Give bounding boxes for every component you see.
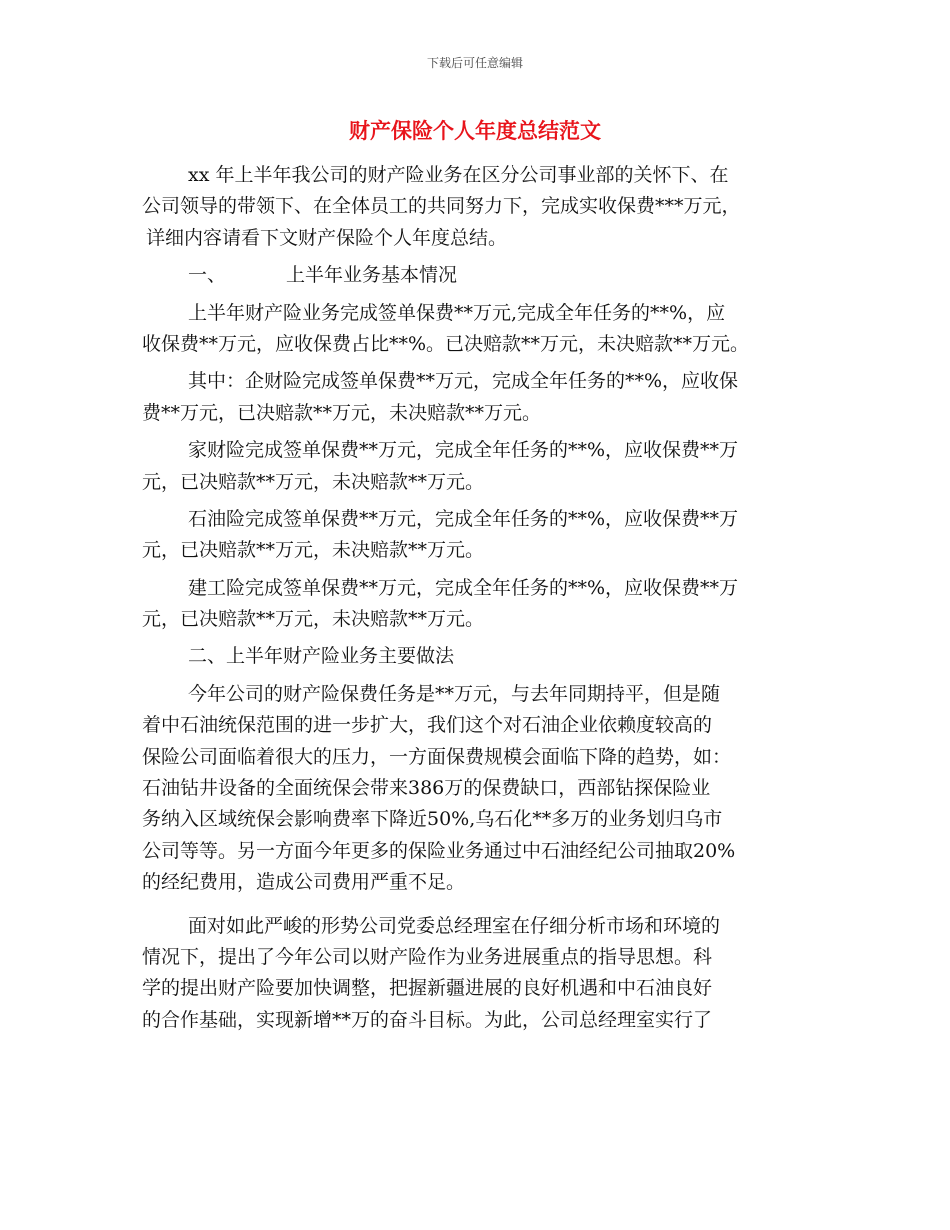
- paragraph-construction-insurance: [142, 573, 810, 636]
- text-line: 公司等等。另一方面今年更多的保险业务通过中石油经纪公司抽取20%: [142, 839, 736, 862]
- text-line: 保险公司面临着很大的压力，一方面保费规模会面临下降的趋势，如：: [142, 745, 732, 768]
- text-line: 石油险完成签单保费**万元，完成全年任务的**%，应收保费**万: [188, 507, 739, 530]
- text-line: 的合作基础，实现新增**万的奋斗目标。为此，公司总经理室实行了: [142, 1008, 713, 1031]
- document-title: 财产保险个人年度总结范文: [349, 119, 601, 143]
- text-line: 其中：企财险完成签单保费**万元，完成全年任务的**%，应收保: [188, 370, 739, 393]
- text-line: 公司领导的带领下、在全体员工的共同努力下，完成实收保费***万元，: [142, 195, 741, 218]
- text-line: 费**万元，已决赔款**万元，未决赔款**万元。: [142, 401, 542, 424]
- section-number: 一、: [188, 264, 227, 287]
- text-line: 今年公司的财产险保费任务是**万元，与去年同期持平，但是随: [188, 682, 721, 705]
- text-line: 的经纪费用，造成公司费用严重不足。: [142, 871, 466, 894]
- text-line: 石油钻井设备的全面统保会带来386万的保费缺口，西部钻探保险业: [142, 777, 711, 800]
- section-heading-2: 二、上半年财产险业务主要做法: [188, 645, 455, 668]
- text-line: 元，已决赔款**万元，未决赔款**万元。: [142, 608, 485, 631]
- text-line: 元，已决赔款**万元，未决赔款**万元。: [142, 470, 485, 493]
- text-line: 建工险完成签单保费**万元，完成全年任务的**%，应收保费**万: [188, 576, 739, 599]
- paragraph-home-insurance: [142, 435, 810, 498]
- text-line: 家财险完成签单保费**万元，完成全年任务的**%，应收保费**万: [188, 439, 739, 462]
- text-line: 面对如此严峻的形势公司党委总经理室在仔细分析市场和环境的: [188, 914, 721, 937]
- text-line: 元，已决赔款**万元，未决赔款**万元。: [142, 539, 485, 562]
- paragraph-premium-task: [142, 679, 810, 899]
- page-header-note: 下载后可任意编辑: [426, 56, 523, 70]
- paragraph-oil-insurance: [142, 504, 810, 567]
- text-line: 学的提出财产险要加快调整，把握新疆进展的良好机遇和中石油良好: [142, 977, 713, 1000]
- text-line: xx 年上半年我公司的财产险业务在区分公司事业部的关怀下、在: [188, 164, 729, 186]
- text-line: 务纳入区域统保会影响费率下降近50%,乌石化**多万的业务划归乌市: [142, 808, 723, 831]
- text-line: 情况下，提出了今年公司以财产险作为业务进展重点的指导思想。科: [142, 945, 713, 968]
- text-line: 详细内容请看下文财产保险个人年度总结。: [146, 226, 508, 249]
- paragraph-property-insurance: [142, 366, 810, 429]
- text-line: 着中石油统保范围的进一步扩大，我们这个对石油企业依赖度较高的: [142, 714, 713, 737]
- text-line: 上半年财产险业务完成签单保费**万元,完成全年任务的**%，应: [188, 301, 726, 324]
- section-heading-text: 上半年业务基本情况: [286, 264, 458, 287]
- paragraph-intro: [142, 160, 810, 254]
- document-body: [142, 160, 810, 1042]
- text-line: 收保费**万元，应收保费占比**%。已决赔款**万元，未决赔款**万元。: [142, 332, 750, 355]
- section-heading-1: [142, 260, 810, 291]
- paragraph-strategy: [142, 911, 810, 1037]
- paragraph-summary: [142, 298, 810, 361]
